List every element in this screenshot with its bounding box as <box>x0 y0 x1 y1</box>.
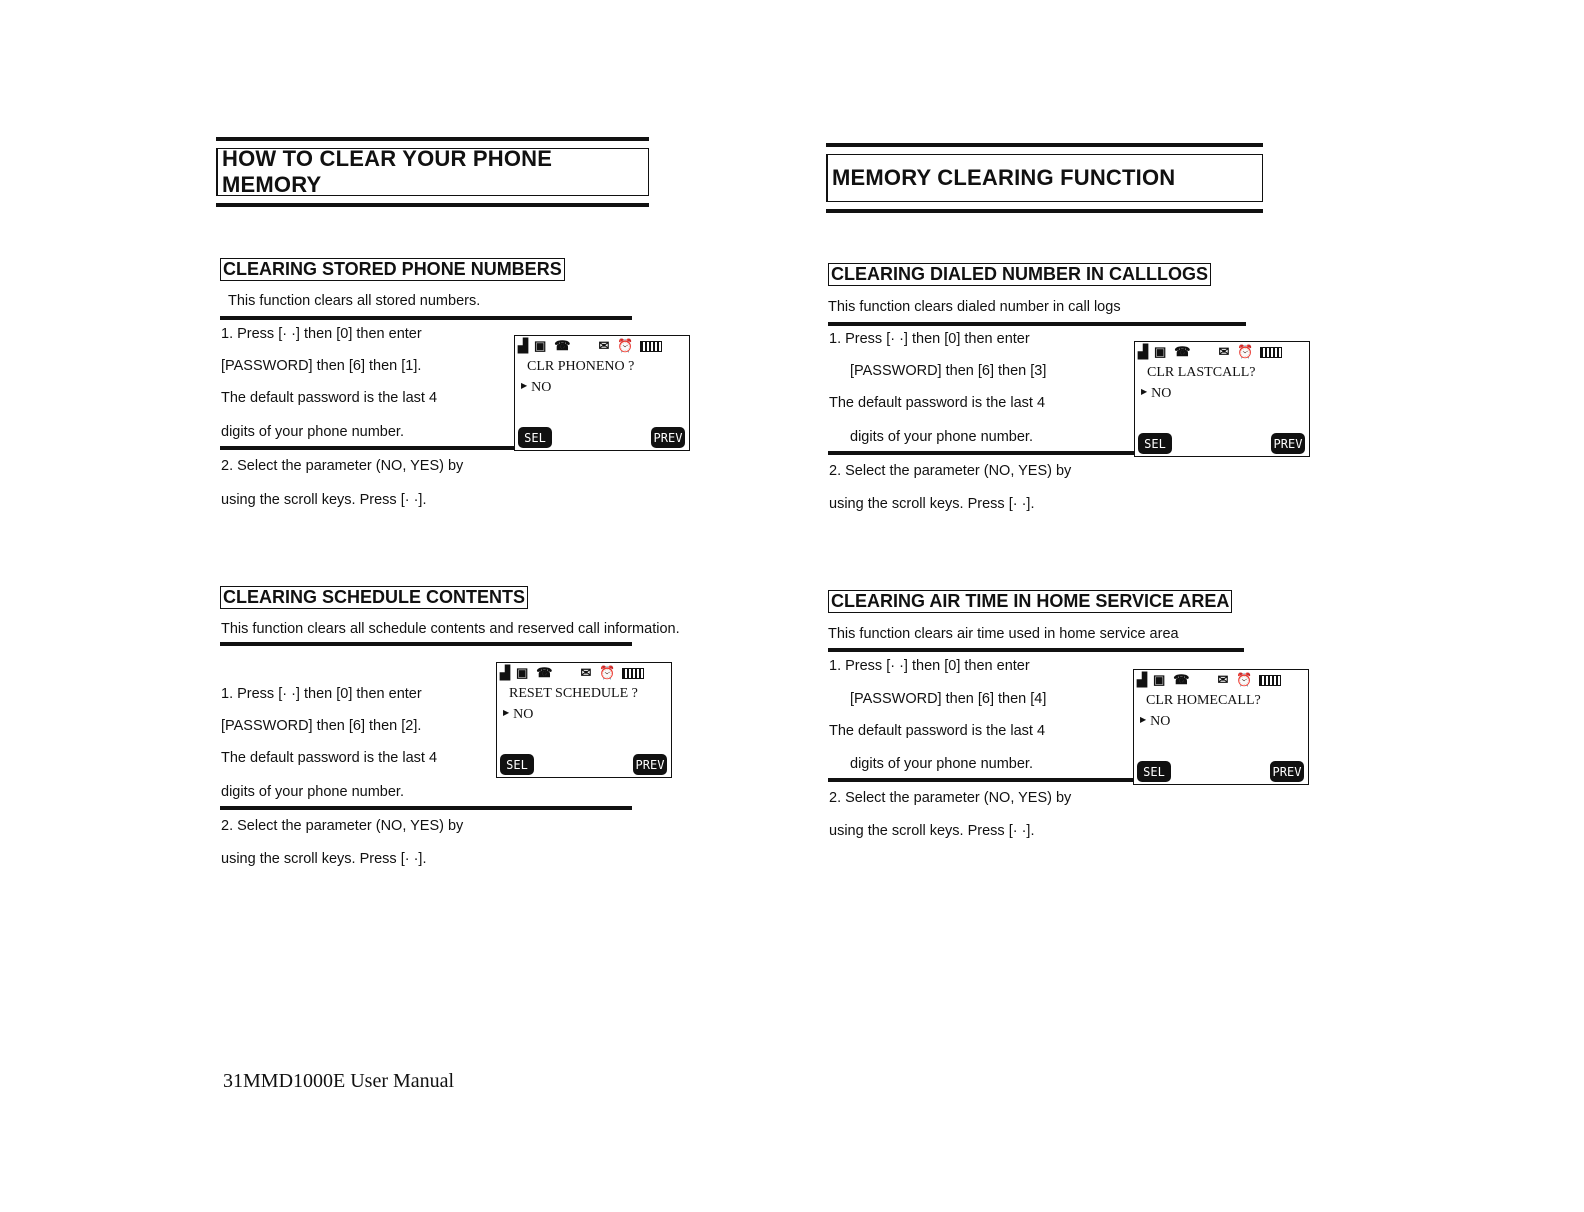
phone-icon: ☎ <box>1173 672 1190 687</box>
selector-arrow-icon: ▶ <box>503 708 510 717</box>
signal-icon: ▟ <box>518 338 528 353</box>
heading-clearing-air-time: CLEARING AIR TIME IN HOME SERVICE AREA <box>828 590 1232 613</box>
selector-arrow-icon: ▶ <box>521 381 528 390</box>
description-air-time: This function clears air time used in home service area <box>828 626 1179 642</box>
screen-option <box>503 707 533 723</box>
screen-option <box>521 380 551 396</box>
alarm-icon: ⏰ <box>599 665 616 680</box>
step-line: 1. Press [· ·] then [0] then enter <box>829 658 1030 674</box>
envelope-icon: ✉ <box>580 665 592 680</box>
screen-option <box>1141 386 1171 402</box>
selector-arrow-icon: ▶ <box>1140 715 1147 724</box>
battery-icon <box>640 341 662 352</box>
description-dialed-number: This function clears dialed number in call logs <box>828 299 1121 315</box>
selector-arrow-icon: ▶ <box>1141 387 1148 396</box>
prev-softkey[interactable]: PREV <box>633 754 667 775</box>
memo-icon: ▣ <box>534 338 547 353</box>
screen-prompt: CLR PHONENO ? <box>527 359 635 374</box>
battery-icon <box>1259 675 1281 686</box>
screen-prompt: CLR LASTCALL? <box>1147 365 1256 380</box>
envelope-icon: ✉ <box>1217 672 1229 687</box>
step-line: using the scroll keys. Press [· ·]. <box>829 823 1035 839</box>
step-line: 2. Select the parameter (NO, YES) by <box>221 458 464 474</box>
sel-softkey[interactable]: SEL <box>518 427 552 448</box>
envelope-icon: ✉ <box>1218 344 1230 359</box>
right-page-title <box>826 143 1263 213</box>
screen-prompt: CLR HOMECALL? <box>1146 693 1261 708</box>
memo-icon: ▣ <box>1154 344 1167 359</box>
phone-screen <box>514 335 690 451</box>
step-line: [PASSWORD] then [6] then [2]. <box>221 718 422 734</box>
phone-icon: ☎ <box>554 338 571 353</box>
signal-icon: ▟ <box>500 665 510 680</box>
description-stored-numbers: This function clears all stored numbers. <box>228 293 481 309</box>
step-line: The default password is the last 4 <box>829 395 1046 411</box>
screen-option-text: NO <box>1150 714 1171 729</box>
prev-softkey[interactable]: PREV <box>1270 761 1304 782</box>
phone-screen <box>1133 669 1309 785</box>
signal-icon: ▟ <box>1137 672 1147 687</box>
screen-option-text: NO <box>1151 386 1172 401</box>
alarm-icon: ⏰ <box>1237 344 1254 359</box>
heading-clearing-dialed-number: CLEARING DIALED NUMBER IN CALLLOGS <box>828 263 1211 286</box>
left-page-title <box>216 137 649 207</box>
sel-softkey[interactable]: SEL <box>500 754 534 775</box>
divider <box>828 648 1244 652</box>
screen-option-text: NO <box>531 380 552 395</box>
left-page-title-text: HOW TO CLEAR YOUR PHONE MEMORY <box>216 148 649 196</box>
prev-softkey[interactable]: PREV <box>651 427 685 448</box>
sel-softkey[interactable]: SEL <box>1138 433 1172 454</box>
status-bar <box>500 665 668 681</box>
step-line: digits of your phone number. <box>221 424 404 440</box>
right-page-title-text: MEMORY CLEARING FUNCTION <box>826 154 1263 202</box>
step-line: 2. Select the parameter (NO, YES) by <box>829 790 1072 806</box>
screen-prompt: RESET SCHEDULE ? <box>509 686 638 701</box>
description-schedule: This function clears all schedule contents and reserved call information. <box>221 621 680 637</box>
divider <box>220 316 632 320</box>
step-line: digits of your phone number. <box>850 429 1033 445</box>
step-line: using the scroll keys. Press [· ·]. <box>221 851 427 867</box>
envelope-icon: ✉ <box>598 338 610 353</box>
step-line: The default password is the last 4 <box>221 750 438 766</box>
step-line: The default password is the last 4 <box>829 723 1046 739</box>
step-line: [PASSWORD] then [6] then [1]. <box>221 358 422 374</box>
signal-icon: ▟ <box>1138 344 1148 359</box>
phone-screen <box>496 662 672 778</box>
screen-option-text: NO <box>513 707 534 722</box>
step-line: The default password is the last 4 <box>221 390 438 406</box>
step-line: using the scroll keys. Press [· ·]. <box>829 496 1035 512</box>
phone-screen <box>1134 341 1310 457</box>
step-line: 1. Press [· ·] then [0] then enter <box>829 331 1030 347</box>
divider <box>828 322 1246 326</box>
divider <box>220 642 632 646</box>
phone-icon: ☎ <box>536 665 553 680</box>
step-line: 1. Press [· ·] then [0] then enter <box>221 326 422 342</box>
step-line: [PASSWORD] then [6] then [4] <box>850 691 1047 707</box>
divider <box>220 806 632 810</box>
battery-icon <box>1260 347 1282 358</box>
step-line: digits of your phone number. <box>221 784 404 800</box>
screen-option <box>1140 714 1170 730</box>
footer-manual-name: 31MMD1000E User Manual <box>223 1070 455 1092</box>
prev-softkey[interactable]: PREV <box>1271 433 1305 454</box>
status-bar <box>1138 344 1306 360</box>
heading-clearing-schedule-contents: CLEARING SCHEDULE CONTENTS <box>220 586 528 609</box>
heading-clearing-stored-phone-numbers: CLEARING STORED PHONE NUMBERS <box>220 258 565 281</box>
battery-icon <box>622 668 644 679</box>
step-line: [PASSWORD] then [6] then [3] <box>850 363 1047 379</box>
alarm-icon: ⏰ <box>617 338 634 353</box>
memo-icon: ▣ <box>1153 672 1166 687</box>
phone-icon: ☎ <box>1174 344 1191 359</box>
sel-softkey[interactable]: SEL <box>1137 761 1171 782</box>
step-line: using the scroll keys. Press [· ·]. <box>221 492 427 508</box>
status-bar <box>518 338 686 354</box>
status-bar <box>1137 672 1305 688</box>
step-line: digits of your phone number. <box>850 756 1033 772</box>
alarm-icon: ⏰ <box>1236 672 1253 687</box>
memo-icon: ▣ <box>516 665 529 680</box>
step-line: 2. Select the parameter (NO, YES) by <box>221 818 464 834</box>
step-line: 1. Press [· ·] then [0] then enter <box>221 686 422 702</box>
step-line: 2. Select the parameter (NO, YES) by <box>829 463 1072 479</box>
